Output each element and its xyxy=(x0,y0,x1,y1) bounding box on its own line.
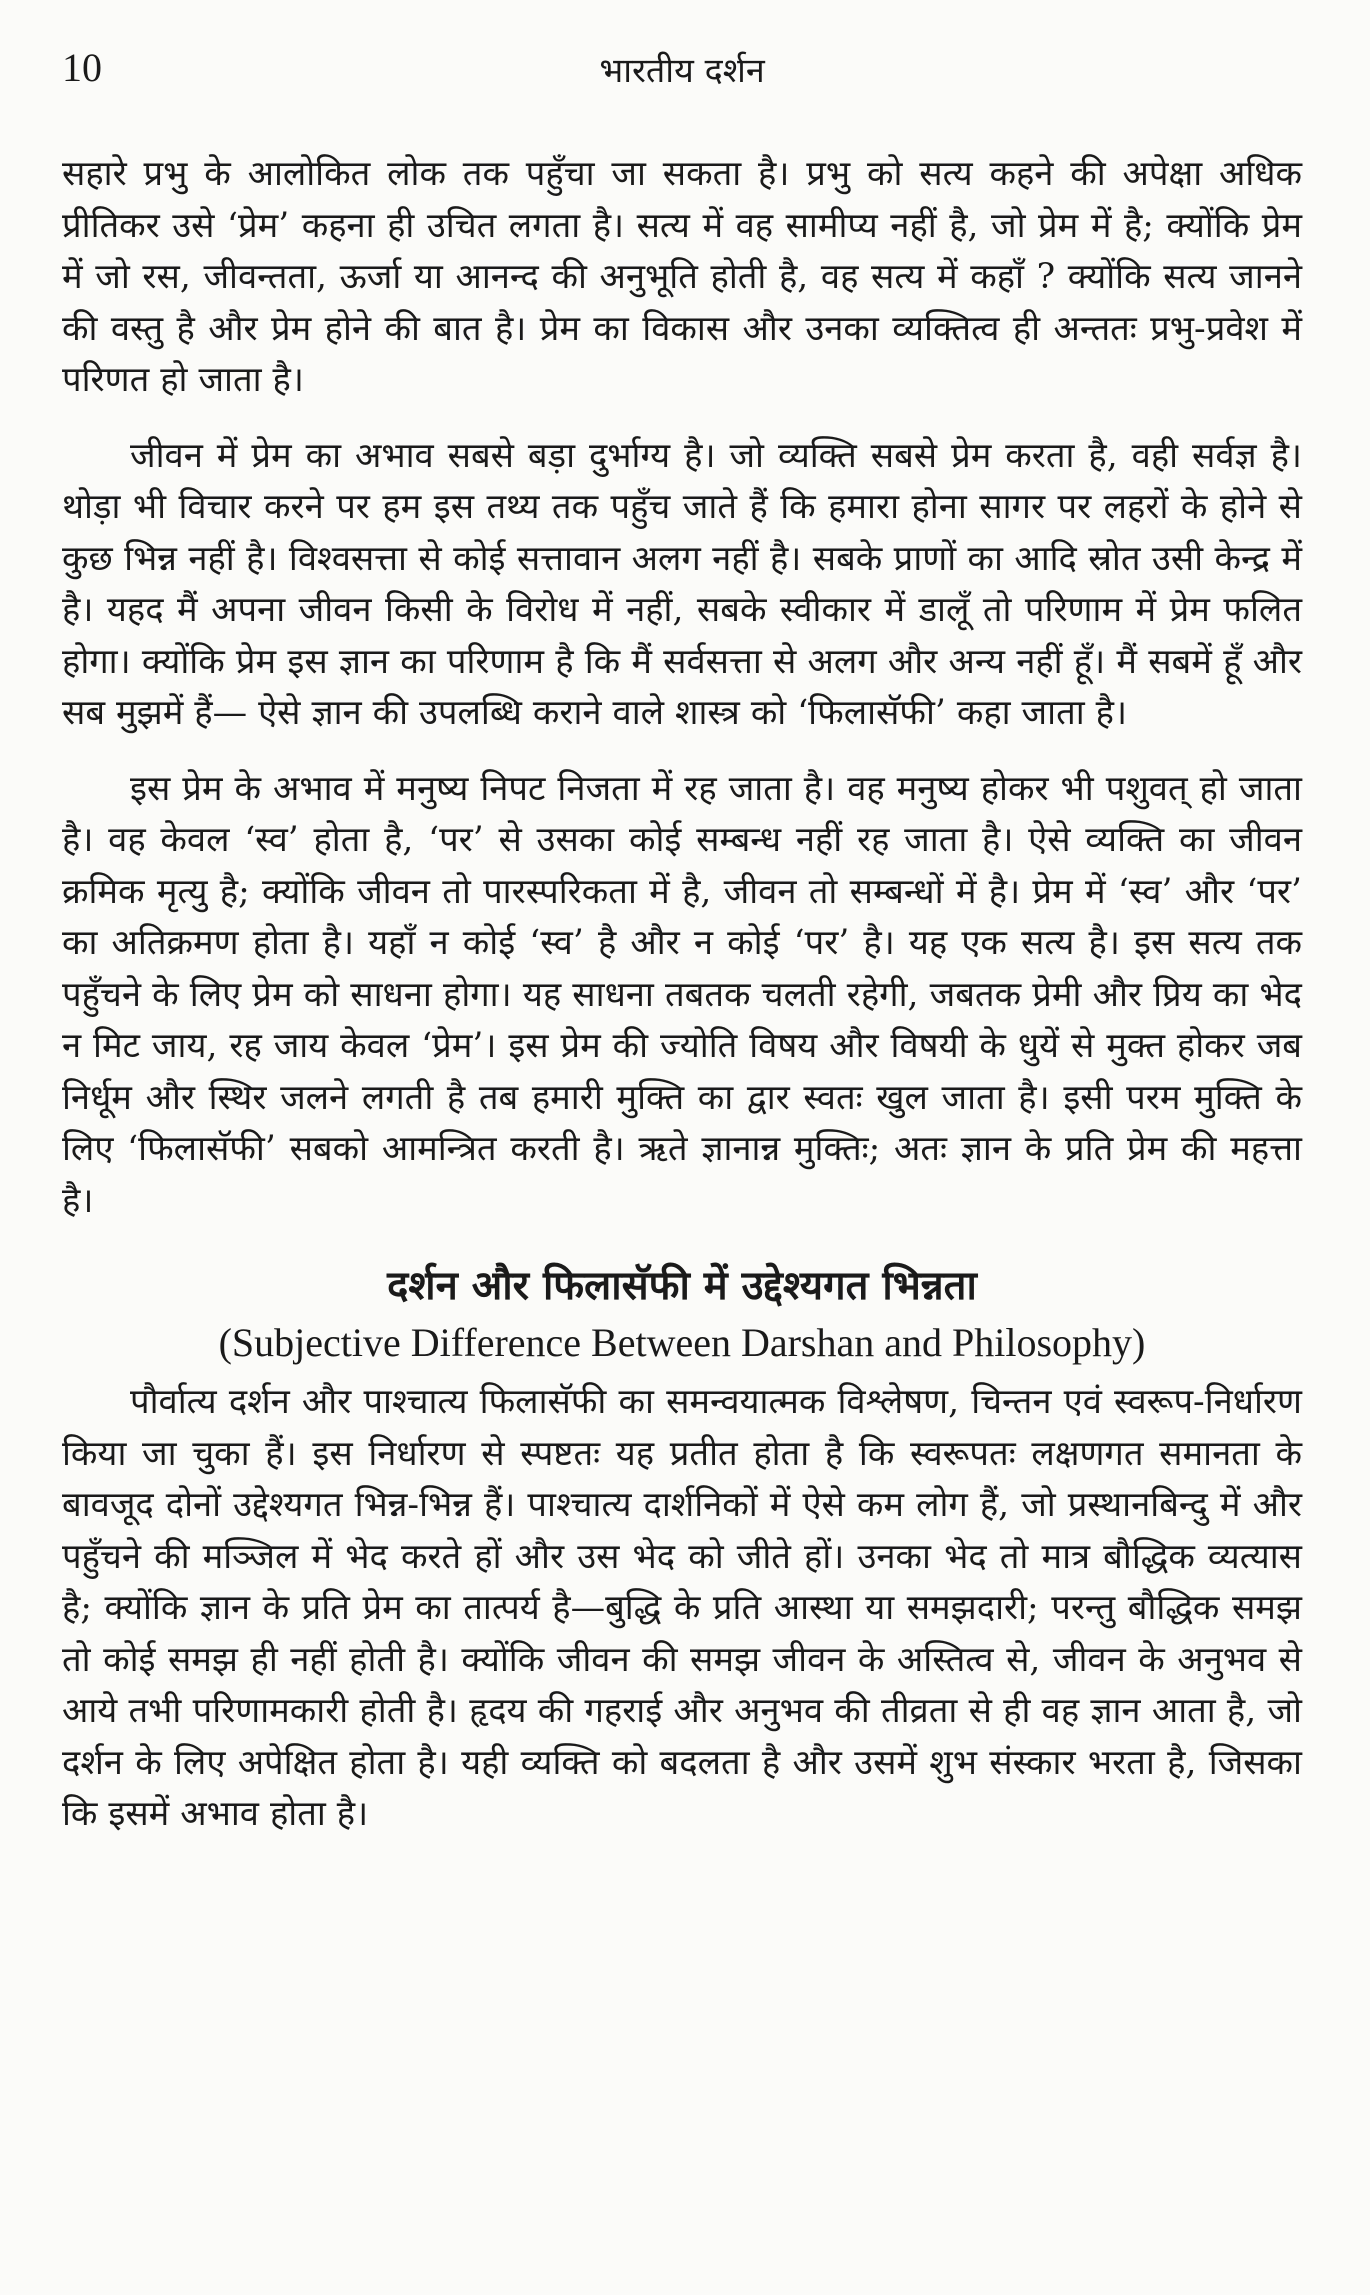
section-heading: दर्शन और फिलासॅफी में उद्देश्यगत भिन्नता xyxy=(387,1262,977,1309)
paragraph-1: सहारे प्रभु के आलोकित लोक तक पहुँचा जा सकता है। प्रभु को सत्य कहने की अपेक्षा अधिक प्रीतिकर उसे ‘प्रेम’ कहना ही उचित लगता है। सत्य में वह सामीप्य नहीं है, जो प्रेम में है; क्योंकि प्रेम में जो रस, जीवन्तता, ऊर्जा या आनन्द की अनुभूति होती है, वह सत्य में कहाँ ? क्योंकि सत्य जानने की वस्तु है और प्रेम होने की बात है। प्रेम का विकास और उनका व्यक्तित्व ही अन्ततः प्रभु-प्रवेश में परिणत हो जाता है। xyxy=(62,154,1302,400)
section-subheading: (Subjective Difference Between Darshan and Philosophy) xyxy=(218,1320,1146,1365)
page-header xyxy=(62,44,1302,104)
paragraph-2: जीवन में प्रेम का अभाव सबसे बड़ा दुर्भाग्य है। जो व्यक्ति सबसे प्रेम करता है, वही सर्वज्ञ है। थोड़ा भी विचार करने पर हम इस तथ्य तक पहुँच जाते हैं कि हमारा होना सागर पर लहरों के होने से कुछ भिन्न नहीं है। विश्वसत्ता से कोई सत्तावान अलग नहीं है। सबके प्राणों का आदि स्रोत उसी केन्द्र में है। यहद मैं अपना जीवन किसी के विरोध में नहीं, सबके स्वीकार में डालूँ तो परिणाम में प्रेम फलित होगा। क्योंकि प्रेम इस ज्ञान का परिणाम है कि मैं सर्वसत्ता से अलग और अन्य नहीं हूँ। मैं सबमें हूँ और सब मुझमें हैं— ऐसे ज्ञान की उपलब्धि कराने वाले शास्त्र को ‘फिलासॅफी’ कहा जाता है। xyxy=(62,435,1302,733)
paragraph-3: इस प्रेम के अभाव में मनुष्य निपट निजता में रह जाता है। वह मनुष्य होकर भी पशुवत् हो जाता है। वह केवल ‘स्व’ होता है, ‘पर’ से उसका कोई सम्बन्ध नहीं रह जाता है। ऐसे व्यक्ति का जीवन क्रमिक मृत्यु है; क्योंकि जीवन तो पारस्परिकता में है, जीवन तो सम्बन्धों में है। प्रेम में ‘स्व’ और ‘पर’ का अतिक्रमण होता है। यहाँ न कोई ‘स्व’ है और न कोई ‘पर’ है। यह एक सत्य है। इस सत्य तक पहुँचने के लिए प्रेम को साधना होगा। यह साधना तबतक चलती रहेगी, जबतक प्रेमी और प्रिय का भेद न मिट जाय, रह जाय केवल ‘प्रेम’। इस प्रेम की ज्योति विषय और विषयी के धुयें से मुक्त होकर जब निर्धूम और स्थिर जलने लगती है तब हमारी मुक्ति का द्वार स्वतः खुल जाता है। इसी परम मुक्ति के लिए ‘फिलासॅफी’ सबको आमन्त्रित करती है। ऋते ज्ञानान्न मुक्तिः; अतः ज्ञान के प्रति प्रेम की महत्ता है। xyxy=(62,768,1302,1221)
running-title: भारतीय दर्शन xyxy=(599,51,765,91)
book-page xyxy=(62,44,1302,1841)
paragraph-4: पौर्वात्य दर्शन और पाश्चात्य फिलासॅफी का समन्वयात्मक विश्लेषण, चिन्तन एवं स्वरूप-निर्धारण किया जा चुका हैं। इस निर्धारण से स्पष्टतः यह प्रतीत होता है कि स्वरूपतः लक्षणगत समानता के बावजूद दोनों उद्देश्यगत भिन्न-भिन्न हैं। पाश्चात्य दार्शनिकों में ऐसे कम लोग हैं, जो प्रस्थानबिन्दु में और पहुँचने की मञ्जिल में भेद करते हों और उस भेद को जीते हों। उनका भेद तो मात्र बौद्धिक व्यत्यास है; क्योंकि ज्ञान के प्रति प्रेम का तात्पर्य है—बुद्धि के प्रति आस्था या समझदारी; परन्तु बौद्धिक समझ तो कोई समझ ही नहीं होती है। क्योंकि जीवन की समझ जीवन के अस्तित्व से, जीवन के अनुभव से आये तभी परिणामकारी होती है। हृदय की गहराई और अनुभव की तीव्रता से ही वह ज्ञान आता है, जो दर्शन के लिए अपेक्षित होता है। यही व्यक्ति को बदलता है और उसमें शुभ संस्कार भरता है, जिसका कि इसमें अभाव होता है। xyxy=(62,1382,1302,1834)
page-number: 10 xyxy=(62,45,102,90)
